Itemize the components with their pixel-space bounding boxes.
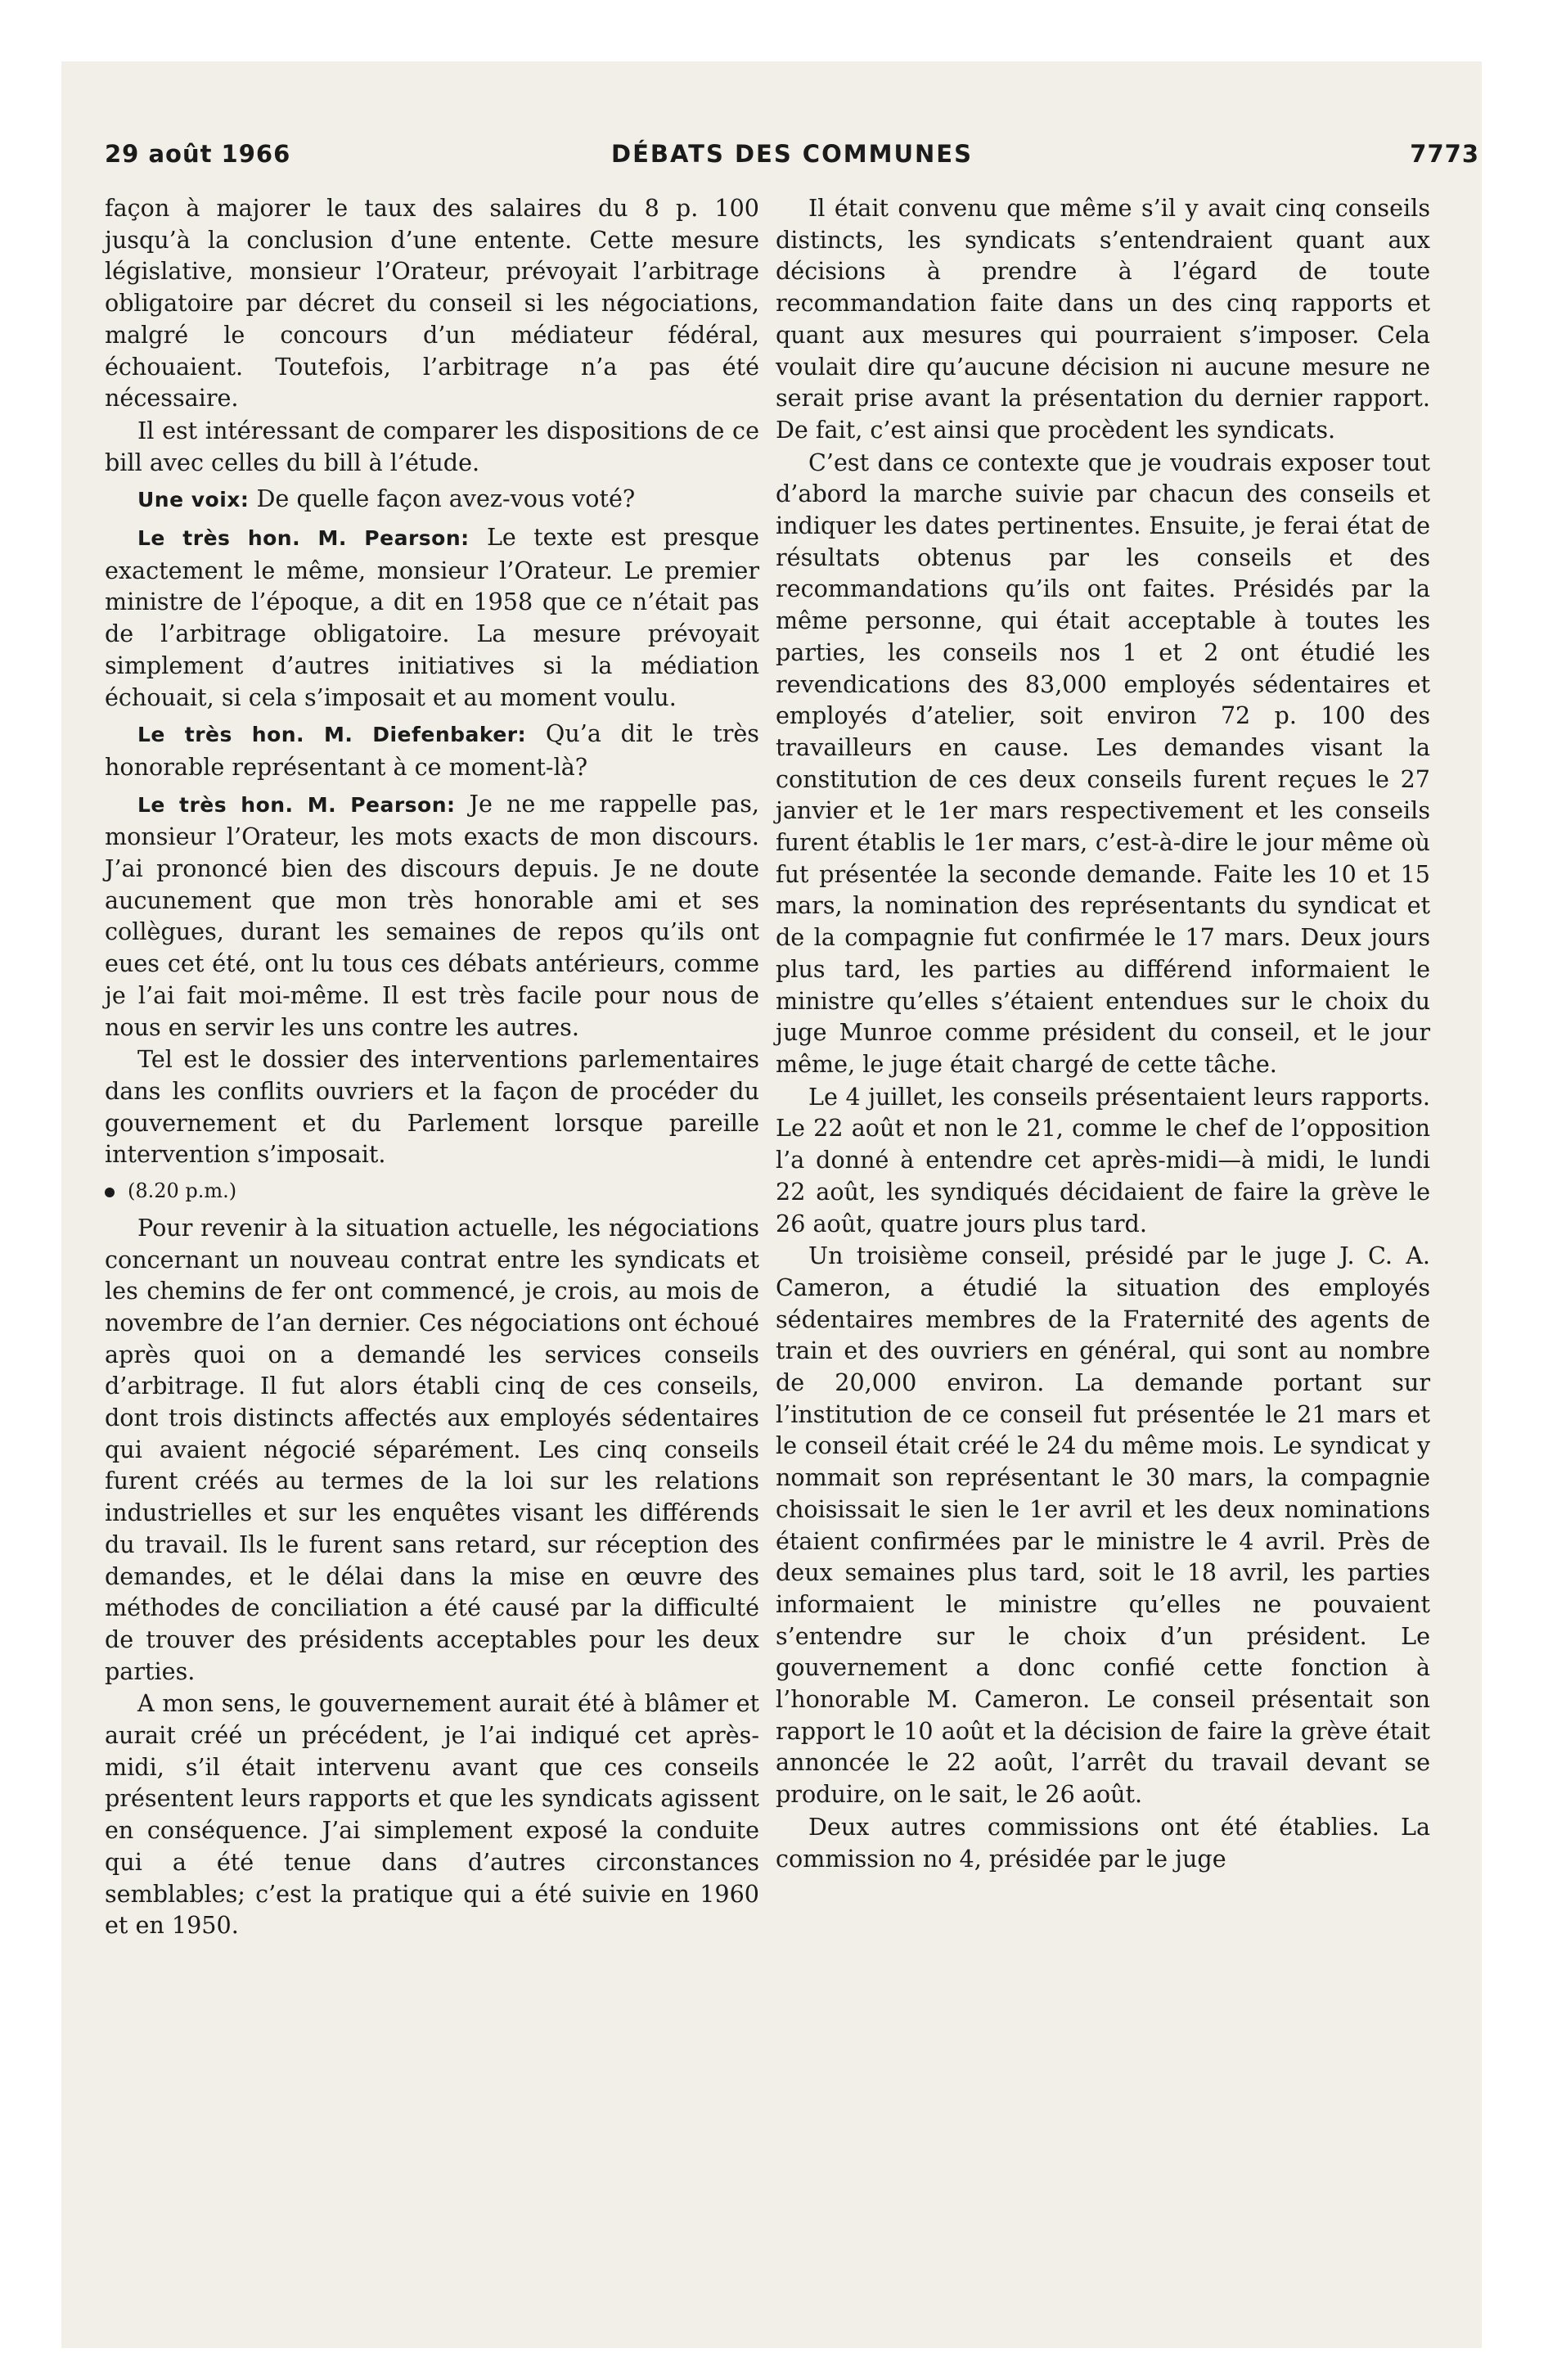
paragraph: Pour revenir à la situation actuelle, les négociations concernant un nouveau contrat entre les syndicats et les chemins de fer ont commencé, je crois, au mois de novembre de l’an dernier. Ces négociations ont échoué après quoi on a demandé les services conseils d’arbitrage. Il fut alors établi cinq de ces conseils, dont trois distincts affectés aux employés sédentaires qui avaient négocié séparément. Les cinq conseils furent créés au termes de la loi sur les relations industrielles et sur les enquêtes visant les différends du travail. Ils le furent sans retard, sur réception des demandes, et le délai dans la mise en œuvre des méthodes de conciliation a été causé par la difficulté de trouver des présidents acceptables pour les deux parties.: [105, 1213, 759, 1685]
speech-text: Le texte est presque exactement le même, monsieur l’Orateur. Le premier ministre de l’époque, a dit en 1958 que ce n’était pas de l’arbitrage obligatoire. La mesure prévoyait simplement d’autres initiatives si la médiation échouait, si cela s’imposait et au moment voulu.: [105, 523, 759, 711]
paragraph: façon à majorer le taux des salaires du 8 p. 100 jusqu’à la conclusion d’une entente. Cette mesure législative, monsieur l’Orateur, prévoyait l’arbitrage obligatoire par décret du conseil si les négociations, malgré le concours d’un médiateur fédéral, échouaient. Toutefois, l’arbitrage n’a pas été nécessaire.: [105, 194, 759, 412]
paragraph: Tel est le dossier des interventions parlementaires dans les conflits ouvriers et la façon de procéder du gouvernement et du Parlement lorsque pareille intervention s’imposait.: [105, 1045, 759, 1169]
paragraph: [105, 483, 759, 516]
speaker-name: Le très hon. M. Diefenbaker:: [137, 723, 527, 747]
paragraph: C’est dans ce contexte que je voudrais exposer tout d’abord la marche suivie par chacun des conseils et indiquer les dates pertinentes. Ensuite, je ferai état de résultats obtenus par les conseils et des recommandations qu’ils ont faites. Présidés par la même personne, qui était acceptable à toutes les parties, les conseils nos 1 et 2 ont étudié les revendications des 83,000 employés sédentaires et employés d’atelier, soit environ 72 p. 100 des travailleurs en cause. Les demandes visant la constitution de ces deux conseils furent reçues le 27 janvier et le 1er mars respectivement et les conseils furent établis le 1er mars, c’est-à-dire le jour même où fut présentée la seconde demande. Faite les 10 et 15 mars, la nomination des représentants du syndicat et de la compagnie fut confirmée le 17 mars. Deux jours plus tard, les parties au différend informaient le ministre qu’elles s’étaient entendues sur le choix du juge Munroe comme président du conseil, et le jour même, le juge était chargé de cette tâche.: [776, 448, 1430, 1078]
header-title: DÉBATS DES COMMUNES: [611, 140, 973, 168]
page: [61, 61, 1482, 2348]
left-column: [105, 192, 759, 1942]
paragraph: Un troisième conseil, présidé par le juge J. C. A. Cameron, a étudié la situation des employés sédentaires membres de la Fraternité des agents de train et des ouvriers en général, qui sont au nombre de 20,000 environ. La demande portant sur l’institution de ce conseil fut présentée le 21 mars et le conseil était créé le 24 du même mois. Le syndicat y nommait son représentant le 30 mars, la compagnie choisissait le sien le 1er avril et les deux nominations étaient confirmées par le ministre le 4 avril. Près de deux semaines plus tard, soit le 18 avril, les parties informaient le ministre qu’elles ne pouvaient s’entendre sur le choix d’un président. Le gouvernement a donc confié cette fonction à l’honorable M. Cameron. Le conseil présentait son rapport le 10 août et la décision de faire la grève était annoncée le 22 août, l’arrêt du travail devant se produire, on le sait, le 26 août.: [776, 1242, 1430, 1809]
speaker-name: Une voix:: [137, 488, 250, 512]
header-page-number: 7773: [1410, 140, 1479, 168]
paragraph: Il est intéressant de comparer les dispositions de ce bill avec celles du bill à l’étude.: [105, 416, 759, 476]
paragraph: [105, 521, 759, 713]
speech-text: Je ne me rappelle pas, monsieur l’Orateur, les mots exacts de mon discours. J’ai prononcé bien des discours depuis. Je ne doute aucunement que mon très honorable ami et ses collègues, durant les semaines de repos qu’ils ont eues cet été, ont lu tous ces débats antérieurs, comme je l’ai fait moi-même. Il est très facile pour nous de nous en servir les uns contre les autres.: [105, 789, 759, 1041]
speech-text: Qu’a dit le très honorable représentant à ce moment-là?: [105, 719, 759, 781]
speaker-name: Le très hon. M. Pearson:: [137, 526, 470, 551]
paragraph: [105, 788, 759, 1044]
speaker-name: Le très hon. M. Pearson:: [137, 792, 456, 817]
paragraph: Deux autres commissions ont été établies. La commission no 4, présidée par le juge: [776, 1812, 1430, 1873]
time-marker: [105, 1175, 759, 1207]
page-header: [105, 140, 1479, 178]
header-date: 29 août 1966: [105, 140, 291, 168]
paragraph: Le 4 juillet, les conseils présentaient leurs rapports. Le 22 août et non le 21, comme le chef de l’opposition l’a donné à entendre cet après-midi—à midi, le lundi 22 août, les syndiqués décidaient de faire la grève le 26 août, quatre jours plus tard.: [776, 1082, 1430, 1237]
speech-text: De quelle façon avez-vous voté?: [249, 485, 636, 513]
bullet-icon: [105, 1188, 115, 1197]
paragraph: Il était convenu que même s’il y avait cinq conseils distincts, les syndicats s’entendraient quant aux décisions à prendre à l’égard de toute recommandation faite dans un des cinq rapports et quant aux mesures qui pourraient s’imposer. Cela voulait dire qu’aucune décision ni aucune mesure ne serait prise avant la présentation du dernier rapport. De fait, c’est ainsi que procèdent les syndicats.: [776, 194, 1430, 444]
paragraph: A mon sens, le gouvernement aurait été à blâmer et aurait créé un précédent, je l’ai indiqué cet après-midi, s’il était intervenu avant que ces conseils présentent leurs rapports et que les syndicats agissent en conséquence. J’ai simplement exposé la conduite qui a été tenue dans d’autres circonstances semblables; c’est la pratique qui a été suivie en 1960 et en 1950.: [105, 1689, 759, 1940]
time-text: (8.20 p.m.): [128, 1179, 237, 1203]
paragraph: [105, 718, 759, 782]
right-column: [776, 192, 1430, 1875]
